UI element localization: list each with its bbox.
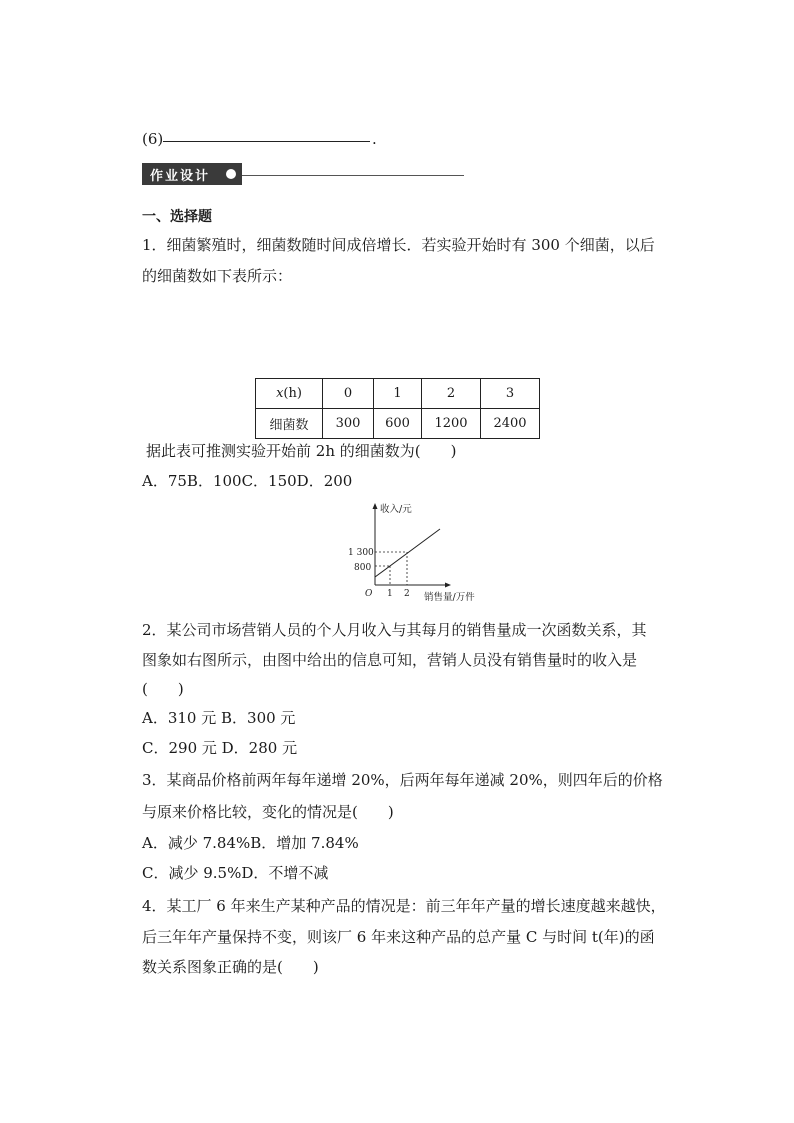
banner-title: 作业设计	[150, 169, 211, 184]
item-number: (6)	[142, 130, 164, 148]
y-tick-1300: 1 300	[348, 548, 374, 558]
table-row	[256, 379, 540, 409]
q3-options2: C．减少 9.5%D．不增不减	[142, 864, 329, 882]
q2-line1: 2．某公司市场营销人员的个人月收入与其每月的销售量成一次函数关系，其	[142, 621, 647, 639]
q2-options2: C．290 元 D．280 元	[142, 739, 298, 757]
q2-line2: 图象如右图所示，由图中给出的信息可知，营销人员没有销售量时的收入是	[142, 651, 638, 669]
q3-options1: A．减少 7.84%B．增加 7.84%	[142, 834, 359, 852]
table-cell: 3	[481, 379, 540, 409]
answer-blank[interactable]	[163, 141, 370, 142]
y-axis-arrow-icon	[373, 503, 378, 509]
y-axis-label: 收入/元	[380, 504, 412, 515]
table-row	[256, 409, 540, 439]
income-line	[375, 529, 440, 577]
table-cell: 1200	[422, 409, 481, 439]
origin-label: O	[365, 589, 373, 599]
section-title: 一、选择题	[142, 209, 212, 225]
x-axis-arrow-icon	[445, 583, 451, 588]
q1-question: 据此表可推测实验开始前 2h 的细菌数为( )	[146, 442, 457, 460]
table-cell: 300	[323, 409, 374, 439]
q2-options1: A．310 元 B．300 元	[142, 709, 296, 727]
q1-line1: 1．细菌繁殖时，细菌数随时间成倍增长．若实验开始时有 300 个细菌，以后	[142, 236, 655, 254]
y-tick-800: 800	[354, 563, 372, 573]
table-cell: x(h)	[256, 379, 323, 409]
q3-line2: 与原来价格比较，变化的情况是( )	[142, 803, 394, 821]
x-tick-2: 2	[404, 589, 410, 599]
table-cell: 1	[374, 379, 422, 409]
table-cell: 0	[323, 379, 374, 409]
banner-dot-icon	[226, 169, 236, 179]
q4-line3: 数关系图象正确的是( )	[142, 958, 319, 976]
banner-divider	[242, 175, 464, 176]
bacteria-table	[255, 378, 540, 439]
q1-line2: 的细菌数如下表所示：	[142, 267, 293, 285]
table-cell: 细菌数	[256, 409, 323, 439]
q1-options: A．75B．100C．150D．200	[142, 472, 353, 490]
q4-line2: 后三年年产量保持不变，则该厂 6 年来这种产品的总产量 C 与时间 t(年)的函	[142, 928, 655, 946]
table-cell: 2	[422, 379, 481, 409]
table-cell: 2400	[481, 409, 540, 439]
q3-line1: 3．某商品价格前两年每年递增 20%，后两年每年递减 20%，则四年后的价格	[142, 771, 663, 789]
x-tick-1: 1	[387, 589, 393, 599]
income-graph	[340, 500, 500, 606]
table-cell: 600	[374, 409, 422, 439]
q4-line1: 4．某工厂 6 年来生产某种产品的情况是：前三年年产量的增长速度越来越快，	[142, 897, 666, 915]
x-axis-label: 销售量/万件	[424, 592, 475, 603]
item-end-period: .	[372, 130, 377, 148]
q2-line3: ( )	[142, 680, 184, 698]
